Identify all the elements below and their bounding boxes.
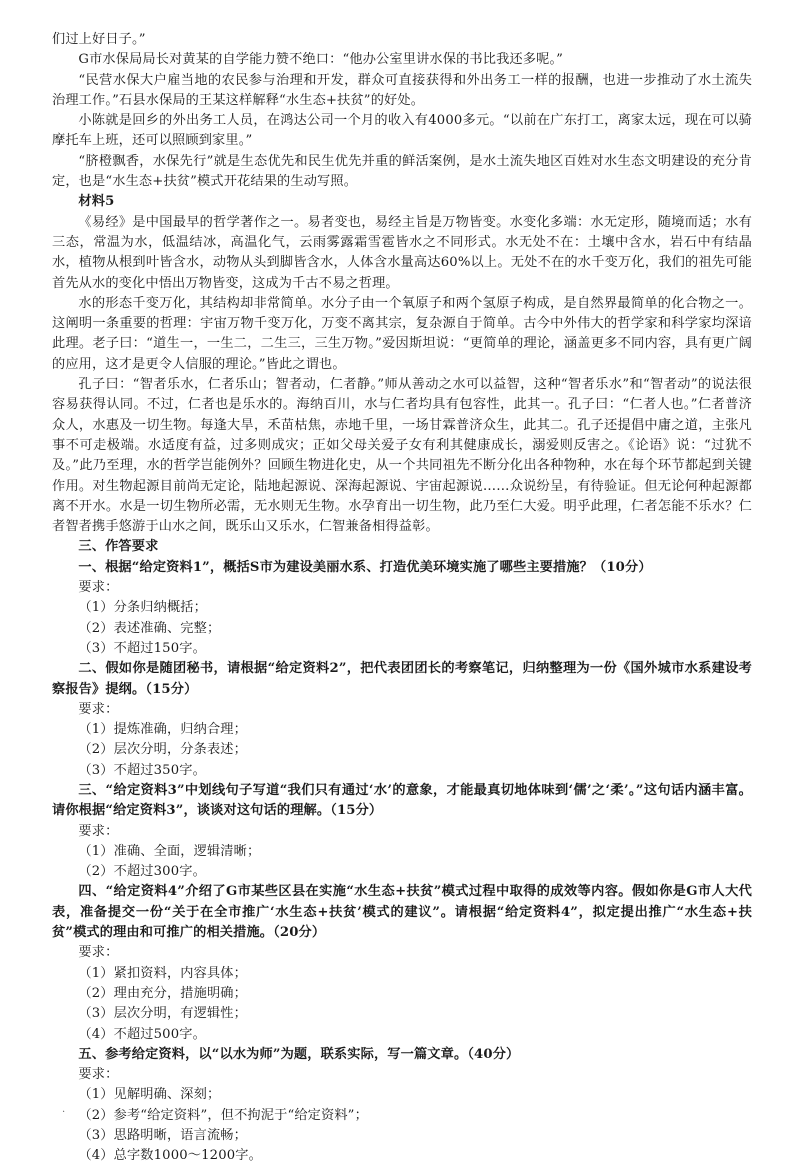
question-title: 三、“给定资料3”中划线句子写道“我们只有通过‘水’的意象，才能最真切地体味到‘儒’之‘柔’。”这句话内涵丰富。请你根据“给定资料3”，谈谈对这句话的理解。（15分） (52, 782, 752, 819)
requirement-item: （3）思路明晰，语言流畅； (78, 1128, 247, 1144)
material5-paragraph: 孔子曰：“智者乐水，仁者乐山；智者动，仁者静。”师从善动之水可以益智，这种“智者乐水”和“智者动”的说法很容易获得认同。不过，仁者也是乐水的。海纳百川，水与仁者均具有包容性，此其一。孔子曰：“仁者人也。”仁者普济众人，水惠及一切生物。每逢大旱，禾苗枯焦，赤地千里，一场甘霖普济众生，此其二。孔子还提倡中庸之道，主张凡事不可走极端。水适度有益，过多则成灾；正如父母关爱子女有利其健康成长，溺爱则反害之。《论语》说：“过犹不及。”此乃至理，水的哲学岂能例外？回顾生物进化史，从一个共同祖先不断分化出各种物种，水在每个环节都起到关键作用。对生物起源目前尚无定论，陆地起源说、深海起源说、宇宙起源说……众说纷呈，有待验证。但无论何种起源都离不开水。水是一切生物所必需，无水则无生物。水孕育出一切生物，此乃至仁大爱。明乎此理，仁者怎能不乐水？仁者智者携手悠游于山水之间，既乐山又乐水，仁智兼备相得益彰。 (52, 377, 752, 535)
requirement-item: （1）分条归纳概括； (78, 600, 207, 616)
requirements-heading: 三、作答要求 (78, 539, 159, 555)
question-title: 一、根据“给定资料1”，概括S市为建设美丽水系、打造优美环境实施了哪些主要措施？（10分） (78, 559, 652, 575)
requirement-item: （1）准确、全面，逻辑清晰； (78, 843, 261, 859)
footer-mark: . (62, 1104, 66, 1115)
requirement-item: （1）见解明确、深刻； (78, 1087, 221, 1103)
material5-heading: 材料5 (78, 194, 115, 210)
material4-paragraph: “脐橙飘香，水保先行”就是生态优先和民生优先并重的鲜活案例，是水土流失地区百姓对水生态文明建设的充分肯定，也是“水生态+扶贫”模式开花结果的生动写照。 (52, 153, 752, 190)
requirement-item: （2）表述准确、完整； (78, 620, 221, 636)
material5-paragraph: 《易经》是中国最早的哲学著作之一。易者变也，易经主旨是万物皆变。水变化多端：水无定形，随境而适；水有三态，常温为水，低温结冰，高温化气，云雨雾露霜雪雹皆水之不同形式。水无处不在：土壤中含水，岩石中有结晶水，植物从根到叶皆含水，动物从头到脚皆含水，人体含水量高达60%以上。无处不在的水千变万化，我们的祖先可能首先从水的变化中悟出万物皆变，这成为千古不易之哲理。 (52, 214, 752, 291)
requirement-label: 要求： (78, 1067, 119, 1083)
requirement-item: （2）参考“给定资料”，但不拘泥于“给定资料”； (78, 1107, 368, 1123)
material5-paragraph: 水的形态千变万化，其结构却非常简单。水分子由一个氧原子和两个氢原子构成，是自然界最简单的化合物之一。这阐明一条重要的哲理：宇宙万物千变万化，万变不离其宗，复杂源自于简单。古今中外伟大的哲学家和科学家均深谙此理。老子曰：“道生一，一生二，二生三，三生万物。”爱因斯坦说：“更简单的理论，涵盖更多不同内容，具有更广阔的应用，这才是更令人信服的理论。”皆此之谓也。 (52, 295, 752, 372)
question-title: 四、“给定资料4”介绍了G市某些区县在实施“水生态+扶贫”模式过程中取得的成效等内容。假如你是G市人大代表，准备提交一份“关于在全市推广‘水生态+扶贫’模式的建议”。请根据“给定资料4”，拟定提出推广“水生态+扶贫”模式的理由和可推广的相关措施。（20分） (52, 884, 752, 941)
requirement-item: （2）理由充分，措施明确； (78, 985, 247, 1001)
requirement-label: 要求： (78, 823, 119, 839)
requirement-item: （2）层次分明，分条表述； (78, 742, 247, 758)
question-title: 五、参考给定资料，以“以水为师”为题，联系实际，写一篇文章。（40分） (78, 1046, 520, 1062)
requirement-item: （1）提炼准确，归纳合理； (78, 722, 247, 738)
material4-paragraph: G市水保局局长对黄某的自学能力赞不绝口：“他办公室里讲水保的书比我还多呢。” (78, 52, 564, 68)
material4-line: 们过上好日子。” (52, 32, 146, 47)
requirement-label: 要求： (78, 701, 119, 717)
question-title: 二、假如你是随团秘书，请根据“给定资料2”，把代表团团长的考察笔记，归纳整理为一份《国外城市水系建设考察报告》提纲。（15分） (52, 661, 752, 697)
requirement-item: （4）不超过500字。 (78, 1026, 206, 1042)
material4-paragraph: “民营水保大户雇当地的农民参与治理和开发，群众可直接获得和外出务工一样的报酬，也进一步推动了水土流失治理工作。”石县水保局的王某这样解释“水生态+扶贫”的好处。 (52, 72, 752, 108)
requirement-item: （3）不超过350字。 (78, 762, 206, 778)
requirement-item: （3）不超过150字。 (78, 640, 206, 656)
requirement-label: 要求： (78, 945, 119, 961)
requirement-item: （4）总字数1000～1200字。 (78, 1148, 262, 1164)
requirement-item: （2）不超过300字。 (78, 864, 206, 880)
requirement-item: （1）紧扣资料，内容具体； (78, 965, 247, 981)
document-page (52, 30, 752, 1167)
requirement-item: （3）层次分明，有逻辑性； (78, 1006, 247, 1022)
material4-paragraph: 小陈就是回乡的外出务工人员，在鸿达公司一个月的收入有4000多元。“以前在广东打工，离家太远，现在可以骑摩托车上班，还可以照顾到家里。” (52, 113, 752, 149)
requirement-label: 要求： (78, 580, 119, 596)
